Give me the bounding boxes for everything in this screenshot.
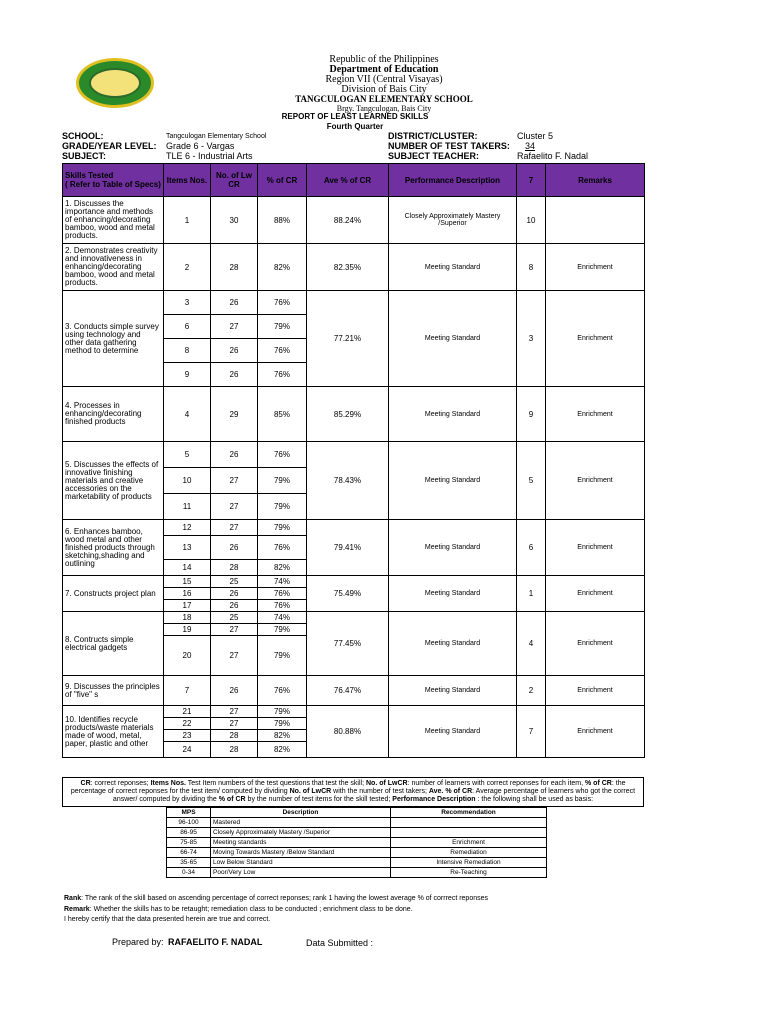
cr-percent: 76% xyxy=(258,442,307,468)
lwcr-count: 26 xyxy=(211,588,258,600)
ave-percent: 77.21% xyxy=(307,291,389,387)
legend-box xyxy=(62,777,644,807)
mps-row xyxy=(167,868,547,878)
remarks-value xyxy=(546,197,645,244)
table-row xyxy=(63,612,645,624)
division-line: Division of Bais City xyxy=(341,84,427,95)
prepared-by-name: RAFAELITO F. NADAL xyxy=(168,937,263,947)
cr-percent: 82% xyxy=(258,244,307,291)
cr-percent: 74% xyxy=(258,576,307,588)
item-number: 7 xyxy=(164,676,211,706)
legend-term: CR xyxy=(80,780,91,787)
mps-range: 35-65 xyxy=(167,858,211,868)
remarks-value: Enrichment xyxy=(546,291,645,387)
item-number: 1 xyxy=(164,197,211,244)
rank-value: 5 xyxy=(517,442,546,520)
mps-range: 86-95 xyxy=(167,828,211,838)
item-number: 24 xyxy=(164,742,211,758)
skill-text: 1. Discusses the importance and methods of enhancing/decorating bamboo, wood and metal products. xyxy=(63,197,164,244)
school-address: Brgy. Tangculogan, Bais City xyxy=(336,104,432,113)
lwcr-count: 28 xyxy=(211,244,258,291)
skill-text: 6. Enhances bamboo, wood metal and other finished products through sketching,shading and outlining xyxy=(63,520,164,576)
ave-percent: 78.43% xyxy=(307,442,389,520)
mps-description: Meeting standards xyxy=(211,838,391,848)
legend-text: : correct reponses; xyxy=(90,780,151,787)
lwcr-count: 28 xyxy=(211,560,258,576)
lwcr-count: 27 xyxy=(211,706,258,718)
item-number: 6 xyxy=(164,315,211,339)
performance-description: Closely Approximately Mastery /Superior xyxy=(389,197,517,244)
takers-value: 34 xyxy=(525,141,536,151)
report-title: REPORT OF LEAST LEARNED SKILLS xyxy=(281,112,429,121)
rank-note: Rank: The rank of the skill based on ascending percentage of correct reponses; rank 1 having the lowest average % of corrrect reponses xyxy=(64,895,489,902)
rank-value: 2 xyxy=(517,676,546,706)
remarks-value: Enrichment xyxy=(546,520,645,576)
mps-header-cell: Description xyxy=(211,808,391,818)
cr-percent: 79% xyxy=(258,718,307,730)
rank-value: 10 xyxy=(517,197,546,244)
certify-note: I hereby certify that the data presented herein are true and correct. xyxy=(64,916,271,923)
item-number: 22 xyxy=(164,718,211,730)
mps-range: 96-100 xyxy=(167,818,211,828)
remark-note: Remark: Whether the skills has to be retaught; remediation class to be conducted ; enrichment class to be done. xyxy=(64,906,413,913)
lwcr-count: 27 xyxy=(211,494,258,520)
grade-value: Grade 6 - Vargas xyxy=(166,141,235,151)
legend-term: % of CR xyxy=(585,780,612,787)
cr-percent: 82% xyxy=(258,560,307,576)
mps-recommendation xyxy=(391,818,547,828)
item-number: 3 xyxy=(164,291,211,315)
legend-term: Items Nos. xyxy=(150,780,186,787)
cr-percent: 79% xyxy=(258,520,307,536)
remarks-value: Enrichment xyxy=(546,387,645,442)
cr-percent: 76% xyxy=(258,676,307,706)
mps-range: 66-74 xyxy=(167,848,211,858)
table-row xyxy=(63,676,645,706)
region-line: Region VII (Central Visayas) xyxy=(325,74,443,85)
col-pct: % of CR xyxy=(258,164,307,197)
mps-range: 0-34 xyxy=(167,868,211,878)
col-ave: Ave % of CR xyxy=(307,164,389,197)
col-lwcr: No. of Lw CR xyxy=(211,164,258,197)
remarks-value: Enrichment xyxy=(546,576,645,612)
lwcr-count: 27 xyxy=(211,468,258,494)
remarks-value: Enrichment xyxy=(546,612,645,676)
rank-value: 3 xyxy=(517,291,546,387)
performance-description: Meeting Standard xyxy=(389,244,517,291)
lwcr-count: 26 xyxy=(211,536,258,560)
item-number: 5 xyxy=(164,442,211,468)
date-submitted-label: Data Submitted : xyxy=(306,938,374,948)
table-row xyxy=(63,291,645,315)
table-row xyxy=(63,520,645,536)
col-desc: Performance Description xyxy=(389,164,517,197)
cr-percent: 88% xyxy=(258,197,307,244)
item-number: 18 xyxy=(164,612,211,624)
district-label: DISTRICT/CLUSTER: xyxy=(388,131,478,141)
teacher-value: Rafaelito F. Nadal xyxy=(517,151,589,161)
rank-value: 9 xyxy=(517,387,546,442)
subject-label: SUBJECT: xyxy=(62,151,107,161)
legend-text: by the number of test items for the skill tested; xyxy=(245,796,393,803)
col-rank: 7 xyxy=(517,164,546,197)
skill-text: 3. Conducts simple survey using technology and other data gathering method to determine xyxy=(63,291,164,387)
item-number: 14 xyxy=(164,560,211,576)
lwcr-count: 26 xyxy=(211,600,258,612)
lwcr-count: 26 xyxy=(211,676,258,706)
cr-percent: 79% xyxy=(258,706,307,718)
table-row xyxy=(63,706,645,718)
performance-description: Meeting Standard xyxy=(389,387,517,442)
mps-row xyxy=(167,838,547,848)
skill-text: 10. Identifies recycle products/waste materials made of wood, metal, paper, plastic and other xyxy=(63,706,164,758)
teacher-label: SUBJECT TEACHER: xyxy=(388,151,480,161)
mps-header-cell: MPS xyxy=(167,808,211,818)
mps-recommendation: Remediation xyxy=(391,848,547,858)
remarks-value: Enrichment xyxy=(546,244,645,291)
lwcr-count: 26 xyxy=(211,442,258,468)
district-value: Cluster 5 xyxy=(517,131,554,141)
legend-text: : Average percentage of learners who got the correct answer/ computed by dividing the xyxy=(112,788,636,803)
lwcr-count: 28 xyxy=(211,742,258,758)
rank-value: 6 xyxy=(517,520,546,576)
lwcr-count: 26 xyxy=(211,339,258,363)
item-number: 10 xyxy=(164,468,211,494)
mps-description: Moving Towards Mastery /Below Standard xyxy=(211,848,391,858)
lwcr-count: 25 xyxy=(211,576,258,588)
legend-text: : number of learners with correct reponses for each item, xyxy=(407,780,586,787)
lwcr-count: 27 xyxy=(211,718,258,730)
lwcr-count: 26 xyxy=(211,363,258,387)
cr-percent: 79% xyxy=(258,624,307,636)
ave-percent: 82.35% xyxy=(307,244,389,291)
mps-row xyxy=(167,848,547,858)
table-row xyxy=(63,387,645,442)
col-items: Items Nos. xyxy=(164,164,211,197)
legend-term: Performance Description xyxy=(392,796,476,803)
item-number: 2 xyxy=(164,244,211,291)
mps-description: Mastered xyxy=(211,818,391,828)
item-number: 12 xyxy=(164,520,211,536)
lwcr-count: 26 xyxy=(211,291,258,315)
mps-row xyxy=(167,858,547,868)
cr-percent: 76% xyxy=(258,600,307,612)
table-row xyxy=(63,576,645,588)
lwcr-count: 25 xyxy=(211,612,258,624)
legend-term: Ave. % of CR xyxy=(428,788,473,795)
skill-text: 8. Contructs simple electrical gadgets xyxy=(63,612,164,676)
remarks-value: Enrichment xyxy=(546,706,645,758)
ave-percent: 80.88% xyxy=(307,706,389,758)
cr-percent: 79% xyxy=(258,636,307,676)
mps-range: 75-85 xyxy=(167,838,211,848)
item-number: 9 xyxy=(164,363,211,387)
mps-header-cell: Recommendation xyxy=(391,808,547,818)
remarks-value: Enrichment xyxy=(546,442,645,520)
legend-term: % of CR xyxy=(218,796,246,803)
performance-description: Meeting Standard xyxy=(389,612,517,676)
cr-percent: 79% xyxy=(258,494,307,520)
grade-label: GRADE/YEAR LEVEL: xyxy=(62,141,157,151)
mps-row xyxy=(167,828,547,838)
lwcr-count: 27 xyxy=(211,520,258,536)
skills-table xyxy=(62,163,645,758)
table-row xyxy=(63,442,645,468)
item-number: 15 xyxy=(164,576,211,588)
school-name: TANGCULOGAN ELEMENTARY SCHOOL xyxy=(295,94,473,104)
mps-recommendation: Re-Teaching xyxy=(391,868,547,878)
item-number: 11 xyxy=(164,494,211,520)
rank-value: 8 xyxy=(517,244,546,291)
cr-percent: 76% xyxy=(258,363,307,387)
skill-text: 5. Discusses the effects of innovative finishing materials and creative accessories on the marketability of products xyxy=(63,442,164,520)
performance-description: Meeting Standard xyxy=(389,706,517,758)
skill-text: 2. Demonstrates creativity and innovativeness in enhancing/decorating bamboo, wood and metal products. xyxy=(63,244,164,291)
item-number: 8 xyxy=(164,339,211,363)
quarter-label: Fourth Quarter xyxy=(326,122,384,131)
legend-text: Test Item numbers of the test questions that test the skill; xyxy=(185,780,366,787)
mps-description: Low Below Standard xyxy=(211,858,391,868)
performance-description: Meeting Standard xyxy=(389,676,517,706)
cr-percent: 79% xyxy=(258,315,307,339)
republic-line: Republic of the Philippines xyxy=(329,54,439,65)
cr-percent: 76% xyxy=(258,291,307,315)
performance-description: Meeting Standard xyxy=(389,576,517,612)
rank-value: 1 xyxy=(517,576,546,612)
lwcr-count: 27 xyxy=(211,315,258,339)
ave-percent: 79.41% xyxy=(307,520,389,576)
cr-percent: 76% xyxy=(258,536,307,560)
legend-term: No. of LwCR xyxy=(365,780,408,787)
skill-text: 9. Discusses the principles of "five" s xyxy=(63,676,164,706)
lwcr-count: 28 xyxy=(211,730,258,742)
item-number: 16 xyxy=(164,588,211,600)
cr-percent: 82% xyxy=(258,742,307,758)
ave-percent: 88.24% xyxy=(307,197,389,244)
mps-description: Poor/Very Low xyxy=(211,868,391,878)
lwcr-count: 27 xyxy=(211,624,258,636)
cr-percent: 79% xyxy=(258,468,307,494)
remarks-value: Enrichment xyxy=(546,676,645,706)
legend-text: : the percentage of correct reponses for the test item/ computed by dividing xyxy=(70,780,626,795)
item-number: 20 xyxy=(164,636,211,676)
col-skills: Skills Tested ( Refer to Table of Specs) xyxy=(63,164,164,197)
ave-percent: 75.49% xyxy=(307,576,389,612)
performance-description: Meeting Standard xyxy=(389,520,517,576)
legend-text: with the number of test takers; xyxy=(331,788,429,795)
lwcr-count: 27 xyxy=(211,636,258,676)
col-remarks: Remarks xyxy=(546,164,645,197)
performance-description: Meeting Standard xyxy=(389,291,517,387)
mps-recommendation: Intensive Remediation xyxy=(391,858,547,868)
mps-table xyxy=(166,807,547,878)
rank-value: 4 xyxy=(517,612,546,676)
table-row xyxy=(63,244,645,291)
table-header-row xyxy=(63,164,645,197)
cr-percent: 76% xyxy=(258,339,307,363)
mps-description: Closely Approximately Mastery /Superior xyxy=(211,828,391,838)
rank-value: 7 xyxy=(517,706,546,758)
ave-percent: 77.45% xyxy=(307,612,389,676)
cr-percent: 85% xyxy=(258,387,307,442)
ave-percent: 85.29% xyxy=(307,387,389,442)
skill-text: 7. Constructs project plan xyxy=(63,576,164,612)
mps-recommendation xyxy=(391,828,547,838)
mps-recommendation: Enrichment xyxy=(391,838,547,848)
item-number: 23 xyxy=(164,730,211,742)
lwcr-count: 29 xyxy=(211,387,258,442)
item-number: 17 xyxy=(164,600,211,612)
mps-header-row xyxy=(167,808,547,818)
skill-text: 4. Processes in enhancing/decorating finished products xyxy=(63,387,164,442)
table-row xyxy=(63,197,645,244)
subject-value: TLE 6 - Industrial Arts xyxy=(166,151,253,161)
prepared-by-label: Prepared by: xyxy=(112,937,164,947)
cr-percent: 82% xyxy=(258,730,307,742)
item-number: 19 xyxy=(164,624,211,636)
deped-line: Department of Education xyxy=(329,64,439,75)
mps-row xyxy=(167,818,547,828)
legend-term: No. of LwCR xyxy=(289,788,332,795)
cr-percent: 74% xyxy=(258,612,307,624)
item-number: 21 xyxy=(164,706,211,718)
item-number: 4 xyxy=(164,387,211,442)
ave-percent: 76.47% xyxy=(307,676,389,706)
cr-percent: 76% xyxy=(258,588,307,600)
item-number: 13 xyxy=(164,536,211,560)
legend-text: : the following shall be used as basis: xyxy=(475,796,594,803)
takers-label: NUMBER OF TEST TAKERS: xyxy=(388,141,510,151)
school-value: Tangculogan Elementary School xyxy=(166,133,267,140)
school-label: SCHOOL: xyxy=(62,131,104,141)
performance-description: Meeting Standard xyxy=(389,442,517,520)
lwcr-count: 30 xyxy=(211,197,258,244)
